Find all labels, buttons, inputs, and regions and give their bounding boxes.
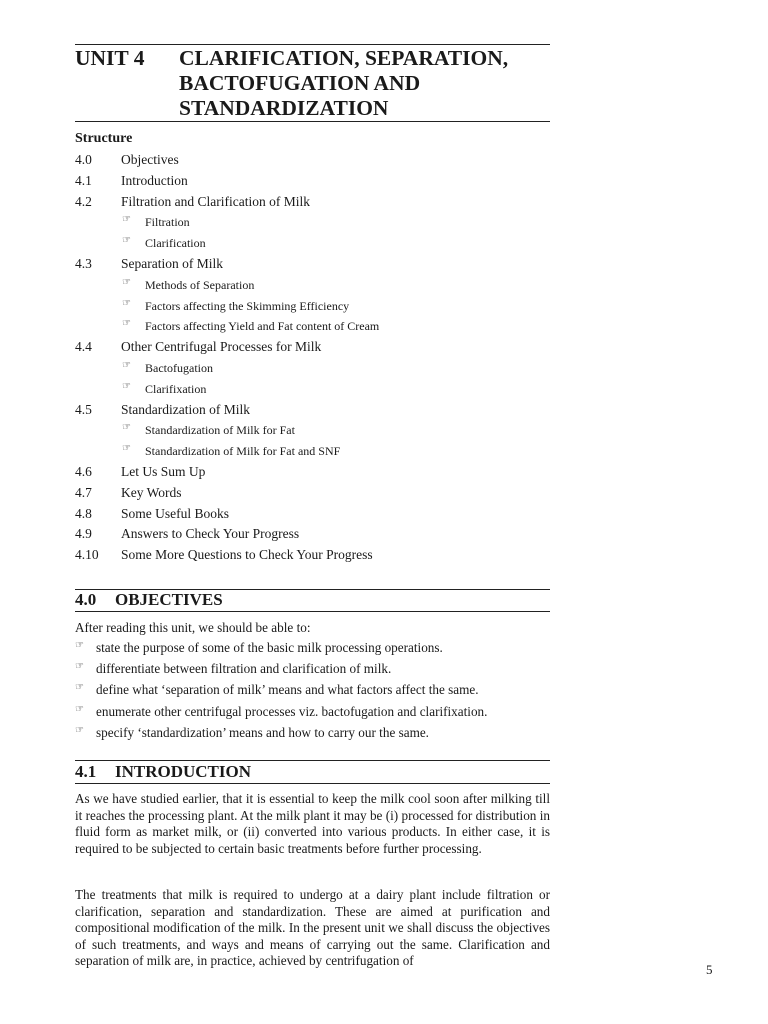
pointing-hand-icon: ☞ xyxy=(122,443,131,455)
toc-item xyxy=(75,256,550,277)
toc-item xyxy=(75,173,550,194)
title-bottom-rule xyxy=(75,121,550,122)
objective-text: enumerate other centrifugal processes viz. bactofugation and clarifixation. xyxy=(96,703,488,719)
unit-label: UNIT 4 xyxy=(75,46,145,70)
toc-item xyxy=(75,152,550,173)
objective-text: state the purpose of some of the basic milk processing operations. xyxy=(96,640,443,655)
pointing-hand-icon: ☞ xyxy=(75,682,84,694)
toc-item-label: Introduction xyxy=(121,172,188,188)
toc-subitem xyxy=(75,381,550,402)
section-rule xyxy=(75,611,550,612)
toc-subitem xyxy=(75,360,550,381)
toc-item-number: 4.8 xyxy=(75,505,92,521)
toc-item xyxy=(75,506,550,527)
toc-subitem-label: Methods of Separation xyxy=(145,277,255,292)
toc-subitem-label: Factors affecting the Skimming Efficiency xyxy=(145,298,350,313)
toc-subitem xyxy=(75,298,550,319)
table-of-contents xyxy=(75,152,550,568)
pointing-hand-icon: ☞ xyxy=(122,359,131,371)
introduction-paragraph: The treatments that milk is required to undergo at a dairy plant include filtration or clarification, separation and standardization. These are aimed at purification and compositional modification of the milk. In the present unit we shall discuss the objectives of such treatments, and ways and means of carrying out the same. Clarification and separation of milk are, in practice, achieved by centrifugation of xyxy=(75,887,550,968)
unit-title-line: BACTOFUGATION AND xyxy=(179,71,421,95)
toc-subitem-label: Clarifixation xyxy=(145,381,207,396)
toc-subitem-label: Clarification xyxy=(145,236,206,251)
pointing-hand-icon: ☞ xyxy=(75,640,84,651)
pointing-hand-icon: ☞ xyxy=(122,380,131,392)
toc-item-label: Separation of Milk xyxy=(121,255,223,271)
objective-item xyxy=(75,725,550,746)
toc-item-number: 4.10 xyxy=(75,547,99,563)
toc-subitem xyxy=(75,318,550,339)
toc-item xyxy=(75,485,550,506)
toc-item-number: 4.2 xyxy=(75,193,92,209)
toc-subitem-label: Standardization of Milk for Fat xyxy=(145,423,295,438)
toc-subitem xyxy=(75,214,550,235)
objective-text: define what ‘separation of milk’ means and what factors affect the same. xyxy=(96,682,479,698)
objective-text: differentiate between filtration and clarification of milk. xyxy=(96,661,392,677)
toc-item-label: Some More Questions to Check Your Progress xyxy=(121,547,373,563)
toc-subitem-label: Filtration xyxy=(145,215,190,230)
toc-subitem xyxy=(75,422,550,443)
toc-item xyxy=(75,194,550,215)
toc-item-number: 4.3 xyxy=(75,255,92,271)
top-rule xyxy=(75,44,550,45)
toc-subitem xyxy=(75,277,550,298)
toc-item-label: Let Us Sum Up xyxy=(121,463,206,479)
toc-item-number: 4.0 xyxy=(75,152,92,167)
structure-heading: Structure xyxy=(75,131,133,146)
toc-item-number: 4.1 xyxy=(75,172,92,188)
toc-item xyxy=(75,464,550,485)
toc-item-label: Other Centrifugal Processes for Milk xyxy=(121,339,322,355)
pointing-hand-icon: ☞ xyxy=(122,235,131,247)
section-rule xyxy=(75,783,550,784)
section-rule xyxy=(75,760,550,761)
objective-item xyxy=(75,661,550,682)
toc-item xyxy=(75,402,550,423)
toc-subitem xyxy=(75,235,550,256)
toc-item-number: 4.4 xyxy=(75,339,92,355)
objective-item xyxy=(75,704,550,725)
objective-item xyxy=(75,682,550,703)
toc-item xyxy=(75,339,550,360)
pointing-hand-icon: ☞ xyxy=(122,276,131,288)
toc-subitem xyxy=(75,443,550,464)
toc-item-label: Objectives xyxy=(121,152,179,167)
toc-item-number: 4.5 xyxy=(75,401,92,417)
section-number: 4.0 xyxy=(75,590,97,609)
introduction-paragraph: As we have studied earlier, that it is essential to keep the milk cool soon after milking till it reaches the processing plant. At the milk plant it may be (i) processed for distribution in fluid form as market milk, or (ii) converted into various products. In either case, it is required to be subjected to certain basic treatments before further processing. xyxy=(75,791,550,856)
toc-item xyxy=(75,526,550,547)
introduction-heading xyxy=(75,762,251,782)
section-title: OBJECTIVES xyxy=(115,590,223,609)
toc-item-number: 4.6 xyxy=(75,463,92,479)
toc-item-label: Standardization of Milk xyxy=(121,401,250,417)
toc-subitem-label: Bactofugation xyxy=(145,360,213,375)
pointing-hand-icon: ☞ xyxy=(75,724,84,736)
toc-subitem-label: Standardization of Milk for Fat and SNF xyxy=(145,444,341,459)
toc-item-label: Key Words xyxy=(121,484,182,500)
unit-title-line: CLARIFICATION, SEPARATION, xyxy=(179,46,509,70)
pointing-hand-icon: ☞ xyxy=(122,214,131,226)
objectives-heading xyxy=(75,590,223,610)
objective-item xyxy=(75,640,550,661)
toc-item-number: 4.9 xyxy=(75,526,92,542)
pointing-hand-icon: ☞ xyxy=(75,703,84,715)
toc-item-label: Filtration and Clarification of Milk xyxy=(121,193,310,209)
objective-text: specify ‘standardization’ means and how to carry our the same. xyxy=(96,724,429,740)
toc-item-label: Some Useful Books xyxy=(121,505,229,521)
toc-item-label: Answers to Check Your Progress xyxy=(121,526,300,542)
pointing-hand-icon: ☞ xyxy=(122,318,131,330)
toc-subitem-label: Factors affecting Yield and Fat content of Cream xyxy=(145,319,380,334)
objectives-intro: After reading this unit, we should be able to: xyxy=(75,620,311,635)
unit-title-line: STANDARDIZATION xyxy=(179,96,389,120)
pointing-hand-icon: ☞ xyxy=(122,297,131,309)
page-number: 5 xyxy=(706,962,713,977)
pointing-hand-icon: ☞ xyxy=(122,422,131,434)
pointing-hand-icon: ☞ xyxy=(75,661,84,673)
section-title: INTRODUCTION xyxy=(115,762,252,781)
unit-title xyxy=(179,46,559,121)
section-number: 4.1 xyxy=(75,762,97,781)
toc-item xyxy=(75,547,550,568)
objectives-list xyxy=(75,640,550,746)
toc-item-number: 4.7 xyxy=(75,484,92,500)
